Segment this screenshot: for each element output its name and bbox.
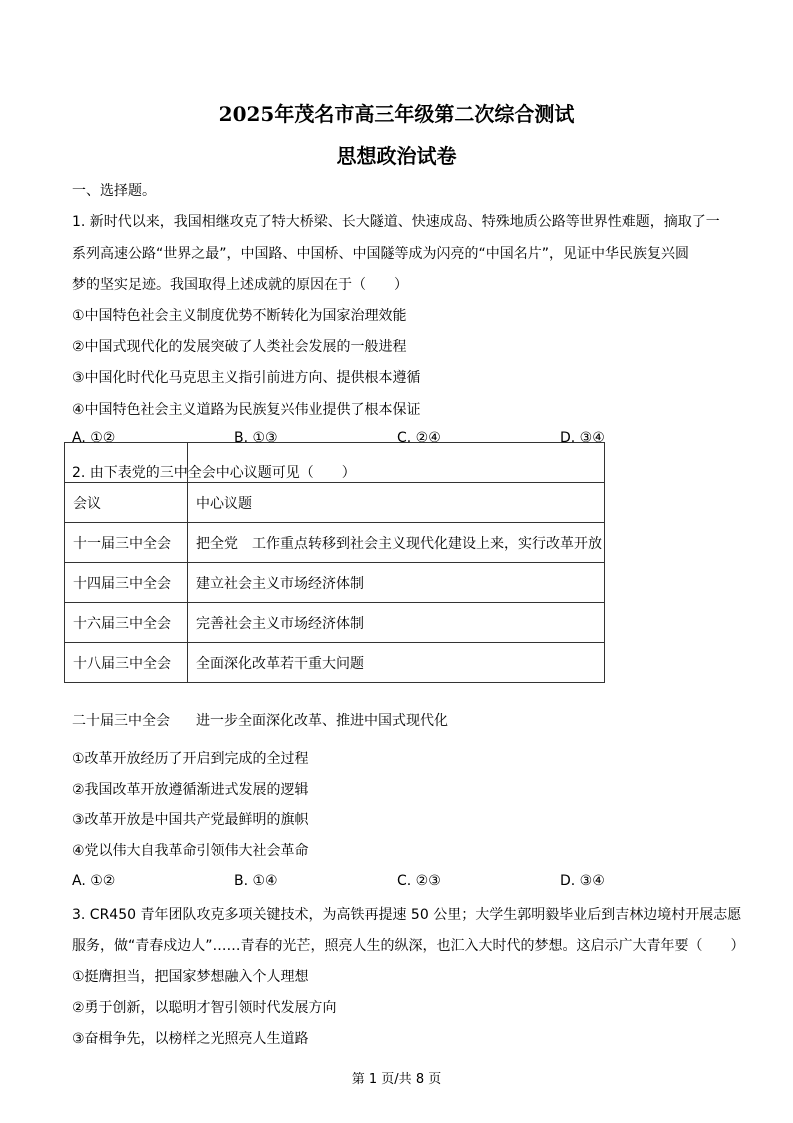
- q2-item-2: ②我国改革开放遵循渐进式发展的逻辑: [72, 782, 309, 798]
- table-header-cell: 会议: [65, 483, 188, 523]
- q3-stem-line-1: 3. CR450 青年团队攻克多项关键技术，为高铁再提速 50 公里；大学生郭明毅毕业后到吉林边境村开展志愿: [72, 907, 742, 923]
- table-cell: 十一届三中全会: [65, 523, 188, 563]
- q1-stem-line-2: 系列高速公路“世界之最”，中国路、中国桥、中国隧等成为闪亮的“中国名片”，见证中华民族复兴圆: [72, 246, 690, 262]
- q2-item-3: ③改革开放是中国共产党最鲜明的旗帜: [72, 812, 309, 828]
- q1-stem-line-1: 1. 新时代以来，我国相继攻克了特大桥梁、长大隧道、快速成岛、特殊地质公路等世界性难题，摘取了一: [72, 214, 720, 230]
- q2-caption: 2. 由下表党的三中全会中心议题可见（ ）: [72, 465, 356, 481]
- q2-after-row-topic: 进一步全面深化改革、推进中国式现代化: [196, 713, 448, 729]
- table-cell: 全面深化改革若干重大问题: [188, 643, 605, 683]
- table-row: [65, 563, 605, 603]
- table-row: [65, 483, 605, 523]
- q3-item-2: ②勇于创新，以聪明才智引领时代发展方向: [72, 1000, 337, 1016]
- q1-item-2: ②中国式现代化的发展突破了人类社会发展的一般进程: [72, 339, 407, 355]
- q3-stem-line-2: 服务，做“青春戍边人”……青春的光芒，照亮人生的纵深，也汇入大时代的梦想。这启示广大青年要（ ）: [72, 938, 745, 954]
- q2-option-a: A. ①②: [72, 873, 116, 889]
- q2-option-c: C. ②③: [397, 873, 441, 889]
- q2-after-row-label: 二十届三中全会: [72, 713, 170, 729]
- q1-option-b: B. ①③: [234, 430, 278, 446]
- q2-item-4: ④党以伟大自我革命引领伟大社会革命: [72, 843, 309, 859]
- q3-item-1: ①挺膺担当，把国家梦想融入个人理想: [72, 969, 309, 985]
- q2-option-d: D. ③④: [560, 873, 605, 889]
- q1-item-4: ④中国特色社会主义道路为民族复兴伟业提供了根本保证: [72, 402, 421, 418]
- table-cell: 十八届三中全会: [65, 643, 188, 683]
- section-heading: 一、选择题。: [72, 183, 156, 199]
- page-footer: 第 1 页/共 8 页: [351, 1072, 442, 1087]
- q1-option-d: D. ③④: [560, 430, 605, 446]
- page-title: 2025年茂名市高三年级第二次综合测试: [218, 102, 575, 126]
- table-row: [65, 523, 605, 563]
- table-cell: 建立社会主义市场经济体制: [188, 563, 605, 603]
- table-cell: 完善社会主义市场经济体制: [188, 603, 605, 643]
- q1-item-1: ①中国特色社会主义制度优势不断转化为国家治理效能: [72, 308, 407, 324]
- q1-stem-line-3: 梦的坚实足迹。我国取得上述成就的原因在于（ ）: [72, 277, 408, 293]
- table-row: [65, 603, 605, 643]
- page-subtitle: 思想政治试卷: [336, 144, 457, 168]
- q1-option-c: C. ②④: [397, 430, 441, 446]
- q2-option-b: B. ①④: [234, 873, 278, 889]
- q2-item-1: ①改革开放经历了开启到完成的全过程: [72, 751, 309, 767]
- table-cell: 十六届三中全会: [65, 603, 188, 643]
- table-cell: 把全党 工作重点转移到社会主义现代化建设上来，实行改革开放: [188, 523, 605, 563]
- q1-item-3: ③中国化时代化马克思主义指引前进方向、提供根本遵循: [72, 370, 421, 386]
- table-cell: 十四届三中全会: [65, 563, 188, 603]
- table-header-cell: 中心议题: [188, 483, 605, 523]
- q1-option-a: A. ①②: [72, 430, 116, 446]
- table-row: [65, 643, 605, 683]
- q3-item-3: ③奋楫争先，以榜样之光照亮人生道路: [72, 1031, 309, 1047]
